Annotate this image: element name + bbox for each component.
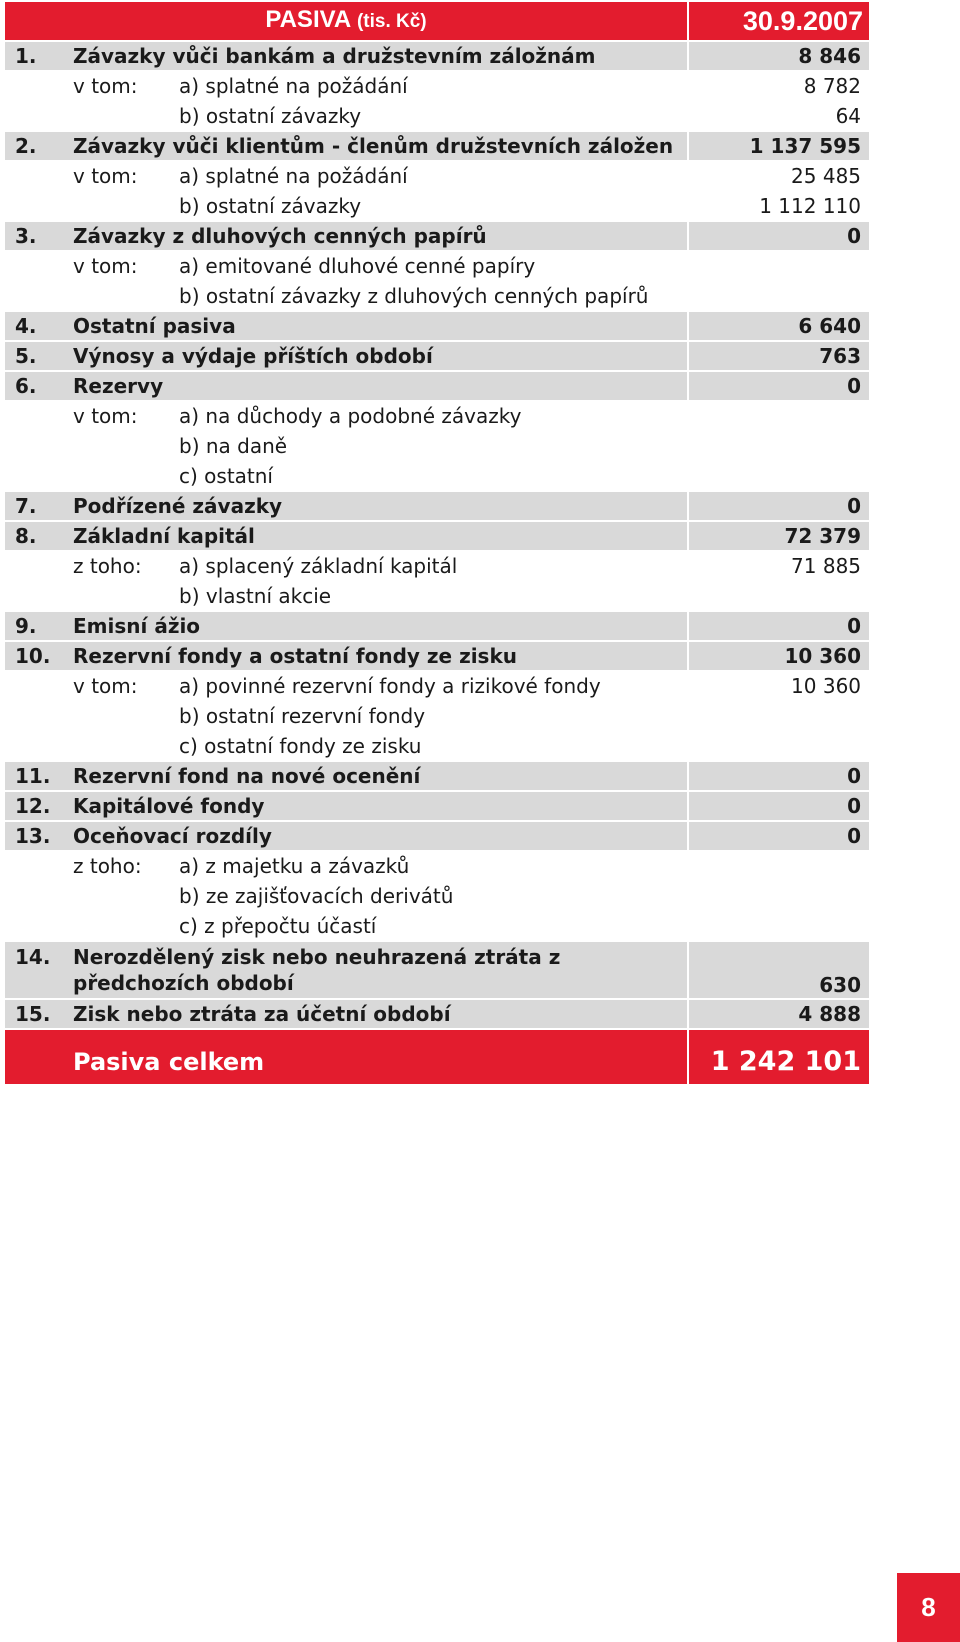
row-value bbox=[689, 852, 869, 880]
row-label: b) na daně bbox=[163, 432, 687, 460]
line-item-row bbox=[5, 132, 869, 160]
row-number: 11. bbox=[5, 762, 63, 790]
row-value: 72 379 bbox=[689, 522, 869, 550]
row-prefix: v tom: bbox=[5, 672, 163, 700]
sub-row bbox=[5, 852, 869, 880]
row-number: 4. bbox=[5, 312, 63, 340]
row-value bbox=[689, 912, 869, 940]
sub-row bbox=[5, 912, 869, 940]
row-value bbox=[689, 882, 869, 910]
line-item-row bbox=[5, 792, 869, 820]
row-number: 14. bbox=[5, 942, 63, 998]
row-label: b) ostatní závazky bbox=[163, 102, 687, 130]
sub-row bbox=[5, 882, 869, 910]
sub-row bbox=[5, 402, 869, 430]
row-prefix bbox=[5, 282, 163, 310]
row-value bbox=[689, 582, 869, 610]
row-label: c) ostatní bbox=[163, 462, 687, 490]
row-label: Závazky vůči klientům - členům družstevních záložen bbox=[63, 132, 687, 160]
sub-row bbox=[5, 462, 869, 490]
row-number: 12. bbox=[5, 792, 63, 820]
row-label: Rezervy bbox=[63, 372, 687, 400]
total-row bbox=[5, 1030, 869, 1084]
row-label: c) z přepočtu účastí bbox=[163, 912, 687, 940]
liabilities-table bbox=[5, 0, 869, 1086]
row-value: 0 bbox=[689, 822, 869, 850]
row-label: Nerozdělený zisk nebo neuhrazená ztráta z předchozích období bbox=[63, 942, 687, 998]
row-label: a) povinné rezervní fondy a rizikové fondy bbox=[163, 672, 687, 700]
row-prefix bbox=[5, 462, 163, 490]
row-value bbox=[689, 432, 869, 460]
row-number: 8. bbox=[5, 522, 63, 550]
total-blank-cell bbox=[5, 1030, 63, 1084]
sub-row bbox=[5, 252, 869, 280]
row-label: a) splatné na požádání bbox=[163, 72, 687, 100]
total-value: 1 242 101 bbox=[689, 1030, 869, 1084]
row-value: 1 112 110 bbox=[689, 192, 869, 220]
row-label: a) splatné na požádání bbox=[163, 162, 687, 190]
row-value: 71 885 bbox=[689, 552, 869, 580]
row-prefix bbox=[5, 582, 163, 610]
row-value: 8 846 bbox=[689, 42, 869, 70]
row-number: 9. bbox=[5, 612, 63, 640]
row-label: Rezervní fond na nové ocenění bbox=[63, 762, 687, 790]
row-prefix bbox=[5, 192, 163, 220]
row-label: a) emitované dluhové cenné papíry bbox=[163, 252, 687, 280]
total-label: Pasiva celkem bbox=[63, 1030, 687, 1084]
header-date: 30.9.2007 bbox=[689, 2, 869, 40]
row-value: 0 bbox=[689, 792, 869, 820]
line-item-row bbox=[5, 312, 869, 340]
row-value bbox=[689, 252, 869, 280]
sub-row bbox=[5, 102, 869, 130]
row-number: 2. bbox=[5, 132, 63, 160]
table-header bbox=[5, 2, 869, 40]
row-prefix: v tom: bbox=[5, 252, 163, 280]
row-prefix: v tom: bbox=[5, 72, 163, 100]
sub-row bbox=[5, 72, 869, 100]
row-label: Podřízené závazky bbox=[63, 492, 687, 520]
row-label: Zisk nebo ztráta za účetní období bbox=[63, 1000, 687, 1028]
row-prefix: v tom: bbox=[5, 402, 163, 430]
line-item-row bbox=[5, 642, 869, 670]
header-title: PASIVA bbox=[265, 6, 351, 33]
row-number: 3. bbox=[5, 222, 63, 250]
row-value: 763 bbox=[689, 342, 869, 370]
row-prefix: z toho: bbox=[5, 852, 163, 880]
row-label: c) ostatní fondy ze zisku bbox=[163, 732, 687, 760]
row-label: Kapitálové fondy bbox=[63, 792, 687, 820]
row-label: Výnosy a výdaje příštích období bbox=[63, 342, 687, 370]
line-item-row bbox=[5, 762, 869, 790]
row-label: Závazky z dluhových cenných papírů bbox=[63, 222, 687, 250]
sub-row bbox=[5, 432, 869, 460]
row-value bbox=[689, 702, 869, 730]
row-number: 1. bbox=[5, 42, 63, 70]
page-number: 8 bbox=[897, 1573, 960, 1642]
sub-row bbox=[5, 702, 869, 730]
row-label: a) splacený základní kapitál bbox=[163, 552, 687, 580]
row-prefix bbox=[5, 732, 163, 760]
row-value: 4 888 bbox=[689, 1000, 869, 1028]
row-value: 8 782 bbox=[689, 72, 869, 100]
sub-row bbox=[5, 192, 869, 220]
row-label: b) vlastní akcie bbox=[163, 582, 687, 610]
row-label: b) ostatní rezervní fondy bbox=[163, 702, 687, 730]
row-label: a) na důchody a podobné závazky bbox=[163, 402, 687, 430]
row-label: b) ze zajišťovacích derivátů bbox=[163, 882, 687, 910]
row-value: 64 bbox=[689, 102, 869, 130]
line-item-row bbox=[5, 942, 869, 998]
row-prefix: v tom: bbox=[5, 162, 163, 190]
row-value: 6 640 bbox=[689, 312, 869, 340]
row-number: 15. bbox=[5, 1000, 63, 1028]
header-title-cell bbox=[5, 2, 687, 40]
row-value bbox=[689, 732, 869, 760]
row-value: 0 bbox=[689, 762, 869, 790]
row-label: b) ostatní závazky z dluhových cenných papírů bbox=[163, 282, 687, 310]
sub-row bbox=[5, 282, 869, 310]
row-prefix bbox=[5, 432, 163, 460]
header-unit: (tis. Kč) bbox=[356, 11, 427, 32]
row-label: Rezervní fondy a ostatní fondy ze zisku bbox=[63, 642, 687, 670]
sub-row bbox=[5, 162, 869, 190]
row-prefix bbox=[5, 882, 163, 910]
row-label: Základní kapitál bbox=[63, 522, 687, 550]
row-value: 0 bbox=[689, 222, 869, 250]
line-item-row bbox=[5, 222, 869, 250]
row-value: 0 bbox=[689, 492, 869, 520]
row-label: b) ostatní závazky bbox=[163, 192, 687, 220]
line-item-row bbox=[5, 612, 869, 640]
sub-row bbox=[5, 552, 869, 580]
row-label: Emisní ážio bbox=[63, 612, 687, 640]
line-item-row bbox=[5, 822, 869, 850]
row-prefix bbox=[5, 102, 163, 130]
line-item-row bbox=[5, 372, 869, 400]
sub-row bbox=[5, 732, 869, 760]
row-prefix: z toho: bbox=[5, 552, 163, 580]
row-value: 0 bbox=[689, 372, 869, 400]
row-label: Ostatní pasiva bbox=[63, 312, 687, 340]
row-value: 1 137 595 bbox=[689, 132, 869, 160]
row-value: 0 bbox=[689, 612, 869, 640]
row-value: 630 bbox=[689, 942, 869, 998]
row-number: 13. bbox=[5, 822, 63, 850]
line-item-row bbox=[5, 522, 869, 550]
row-value: 25 485 bbox=[689, 162, 869, 190]
row-number: 7. bbox=[5, 492, 63, 520]
row-label: a) z majetku a závazků bbox=[163, 852, 687, 880]
balance-sheet bbox=[5, 0, 869, 1086]
row-prefix bbox=[5, 912, 163, 940]
line-item-row bbox=[5, 1000, 869, 1028]
line-item-row bbox=[5, 492, 869, 520]
row-value: 10 360 bbox=[689, 672, 869, 700]
row-number: 6. bbox=[5, 372, 63, 400]
row-value bbox=[689, 402, 869, 430]
row-value bbox=[689, 282, 869, 310]
line-item-row bbox=[5, 342, 869, 370]
row-prefix bbox=[5, 702, 163, 730]
sub-row bbox=[5, 672, 869, 700]
row-value bbox=[689, 462, 869, 490]
row-number: 5. bbox=[5, 342, 63, 370]
row-label: Oceňovací rozdíly bbox=[63, 822, 687, 850]
row-label: Závazky vůči bankám a družstevním záložnám bbox=[63, 42, 687, 70]
sub-row bbox=[5, 582, 869, 610]
row-value: 10 360 bbox=[689, 642, 869, 670]
line-item-row bbox=[5, 42, 869, 70]
row-number: 10. bbox=[5, 642, 63, 670]
